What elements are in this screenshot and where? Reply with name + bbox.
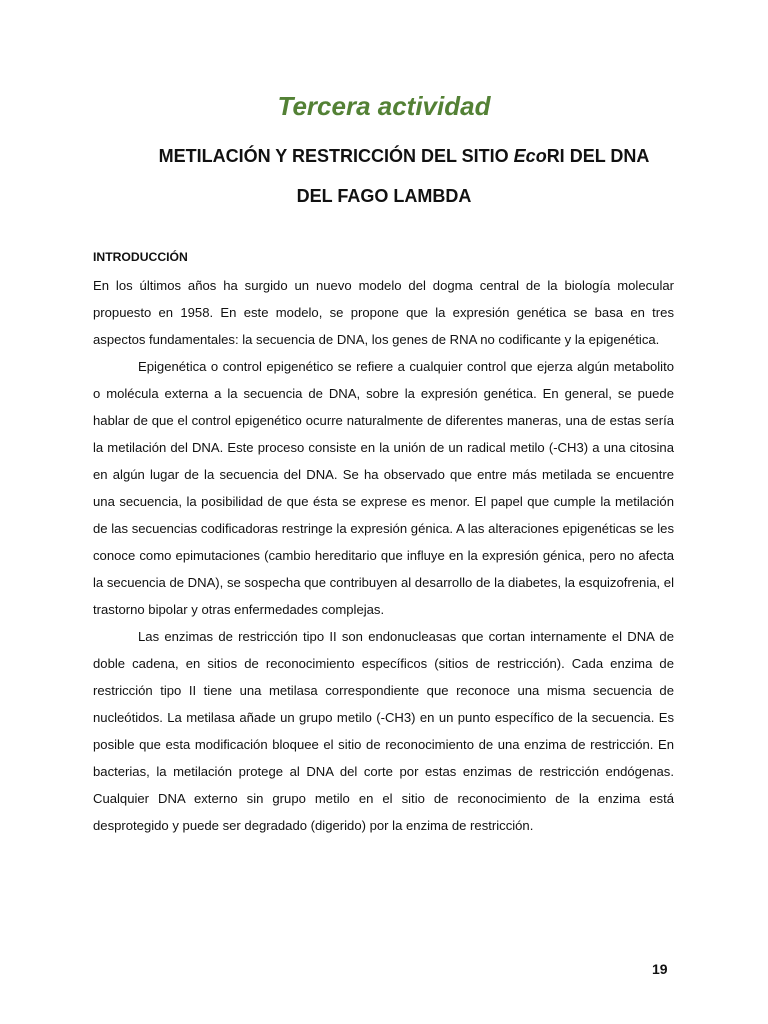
main-heading-line-1 (0, 143, 768, 169)
body-text (93, 272, 674, 839)
heading-text-after: RI DEL DNA (546, 146, 650, 166)
heading-italic-eco: Eco (513, 146, 547, 166)
main-heading-line-2: DEL FAGO LAMBDA (296, 186, 472, 206)
activity-title: Tercera actividad (277, 91, 491, 121)
paragraph-3: Las enzimas de restricción tipo II son endonucleasas que cortan internamente el DNA de doble cadena, en sitios de reconocimiento específicos (sitios de restricción). Cada enzima de restricción tipo II tiene una metilasa correspondiente que reconoce una misma secuencia de nucleótidos. La metilasa añade un grupo metilo (-CH3) en un punto específico de la secuencia. Es posible que esta modificación bloquee el sitio de reconocimiento de una enzima de restricción. En bacterias, la metilación protege al DNA del corte por estas enzimas de restricción endógenas. Cualquier DNA externo sin grupo metilo en el sitio de reconocimiento de la enzima está desprotegido y puede ser degradado (digerido) por la enzima de restricción. (93, 629, 674, 833)
section-title-introduccion: INTRODUCCIÓN (93, 250, 188, 264)
page-number: 19 (652, 961, 668, 977)
heading-text-before: METILACIÓN Y RESTRICCIÓN DEL SITIO (158, 146, 514, 166)
paragraph-1: En los últimos años ha surgido un nuevo modelo del dogma central de la biología molecular propuesto en 1958. En este modelo, se propone que la expresión genética se basa en tres aspectos fundamentales: la secuencia de DNA, los genes de RNA no codificante y la epigenética. (93, 278, 674, 347)
paragraph-2: Epigenética o control epigenético se refiere a cualquier control que ejerza algún metabolito o molécula externa a la secuencia de DNA, sobre la expresión genética. En general, se puede hablar de que el control epigenético ocurre naturalmente de diferentes maneras, una de estas sería la metilación del DNA. Este proceso consiste en la unión de un radical metilo (-CH3) a una citosina en algún lugar de la secuencia del DNA. Se ha observado que entre más metilada se encuentre una secuencia, la posibilidad de que ésta se exprese es menor. El papel que cumple la metilación de las secuencias codificadoras restringe la expresión génica. A las alteraciones epigenéticas se les conoce como epimutaciones (cambio hereditario que influye en la expresión génica, pero no afecta la secuencia de DNA), se sospecha que contribuyen al desarrollo de la diabetes, la esquizofrenia, el trastorno bipolar y otras enfermedades complejas. (93, 359, 674, 617)
